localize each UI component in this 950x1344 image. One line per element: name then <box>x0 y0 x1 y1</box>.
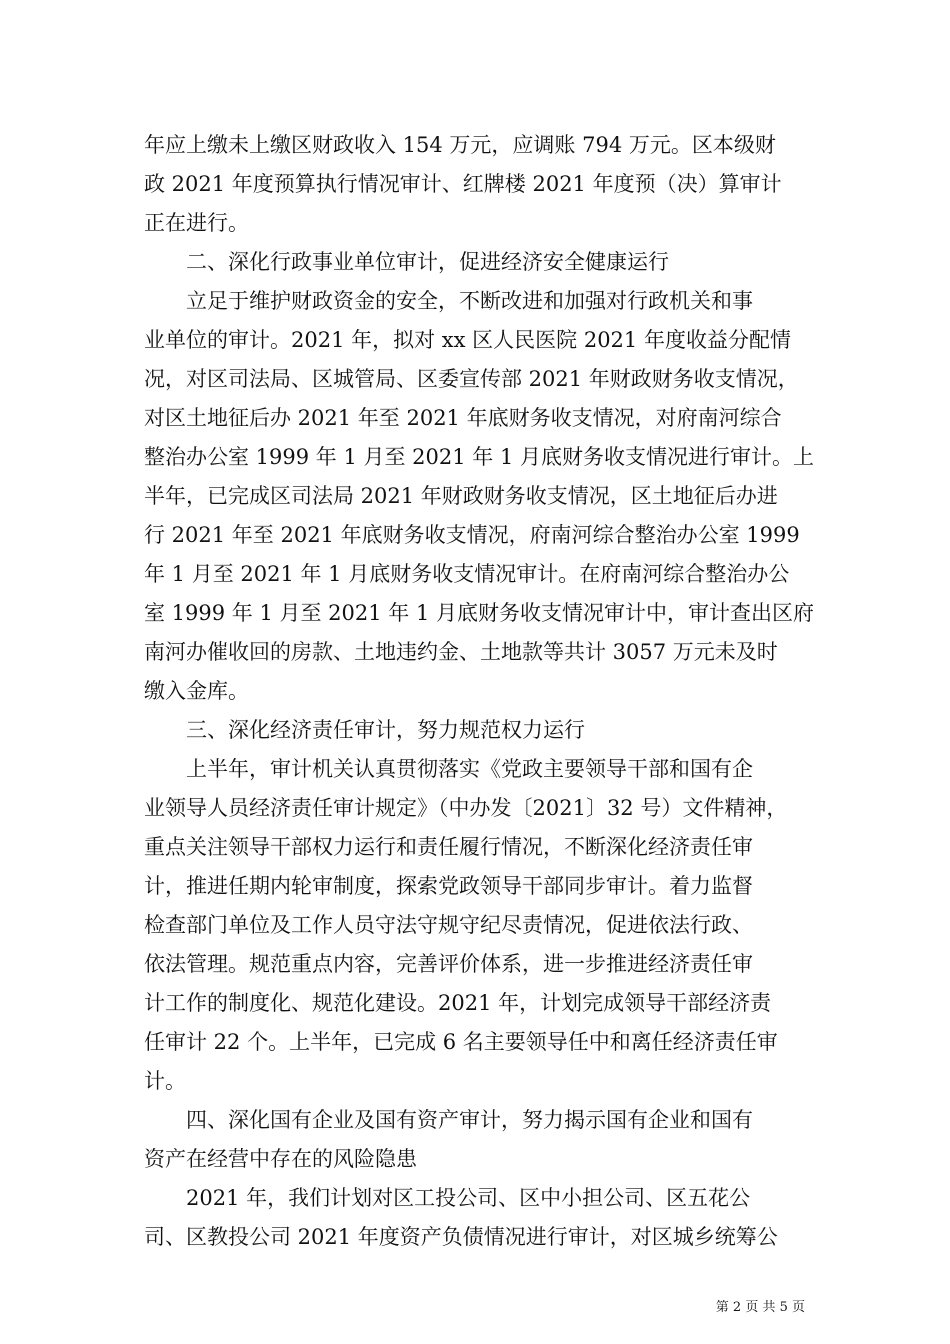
page-number: 第 2 页 共 5 页 <box>715 1300 805 1315</box>
text-line: 任审计 22 个。上半年，已完成 6 名主要领导任中和离任经济责任审 <box>144 1030 778 1054</box>
text-line: 对区土地征后办 2021 年至 2021 年底财务收支情况，对府南河综合 <box>144 406 782 430</box>
text-line: 计，推进任期内轮审制度，探索党政领导干部同步审计。着力监督 <box>144 874 753 898</box>
text-line: 计。 <box>144 1069 186 1093</box>
section-heading: 二、深化行政事业单位审计，促进经济安全健康运行 <box>186 250 669 274</box>
text-line: 业领导人员经济责任审计规定》（中办发〔2021〕32 号）文件精神， <box>144 796 788 820</box>
text-line: 南河办催收回的房款、土地违约金、土地款等共计 3057 万元未及时 <box>144 640 778 664</box>
text-line: 业单位的审计。2021 年，拟对 xx 区人民医院 2021 年度收益分配情 <box>144 328 791 352</box>
section-heading: 四、深化国有企业及国有资产审计，努力揭示国有企业和国有 <box>186 1108 753 1132</box>
text-line: 室 1999 年 1 月至 2021 年 1 月底财务收支情况审计中，审计查出区府 <box>144 601 815 625</box>
text-line: 重点关注领导干部权力运行和责任履行情况，不断深化经济责任审 <box>144 835 753 859</box>
section-heading-continued: 资产在经营中存在的风险隐患 <box>144 1147 417 1171</box>
text-line: 立足于维护财政资金的安全，不断改进和加强对行政机关和事 <box>186 289 753 313</box>
text-line: 半年，已完成区司法局 2021 年财政财务收支情况，区土地征后办进 <box>144 484 778 508</box>
text-line: 况，对区司法局、区城管局、区委宣传部 2021 年财政财务收支情况， <box>144 367 799 391</box>
text-line: 年应上缴未上缴区财政收入 154 万元，应调账 794 万元。区本级财 <box>144 133 776 157</box>
text-line: 正在进行。 <box>144 211 249 235</box>
text-line: 司、区教投公司 2021 年度资产负债情况进行审计，对区城乡统筹公 <box>144 1225 778 1249</box>
text-line: 计工作的制度化、规范化建设。2021 年，计划完成领导干部经济责 <box>144 991 772 1015</box>
text-line: 政 2021 年度预算执行情况审计、红牌楼 2021 年度预（决）算审计 <box>144 172 782 196</box>
text-line: 2021 年，我们计划对区工投公司、区中小担公司、区五花公 <box>186 1186 751 1210</box>
text-line: 整治办公室 1999 年 1 月至 2021 年 1 月底财务收支情况进行审计。上 <box>144 445 815 469</box>
text-line: 检查部门单位及工作人员守法守规守纪尽责情况，促进依法行政、 <box>144 913 753 937</box>
text-line: 年 1 月至 2021 年 1 月底财务收支情况审计。在府南河综合整治办公 <box>144 562 790 586</box>
text-line: 上半年，审计机关认真贯彻落实《党政主要领导干部和国有企 <box>186 757 753 781</box>
text-line: 行 2021 年至 2021 年底财务收支情况，府南河综合整治办公室 1999 <box>144 523 800 547</box>
text-line: 缴入金库。 <box>144 679 249 703</box>
section-heading: 三、深化经济责任审计，努力规范权力运行 <box>186 718 585 742</box>
text-line: 依法管理。规范重点内容，完善评价体系，进一步推进经济责任审 <box>144 952 753 976</box>
